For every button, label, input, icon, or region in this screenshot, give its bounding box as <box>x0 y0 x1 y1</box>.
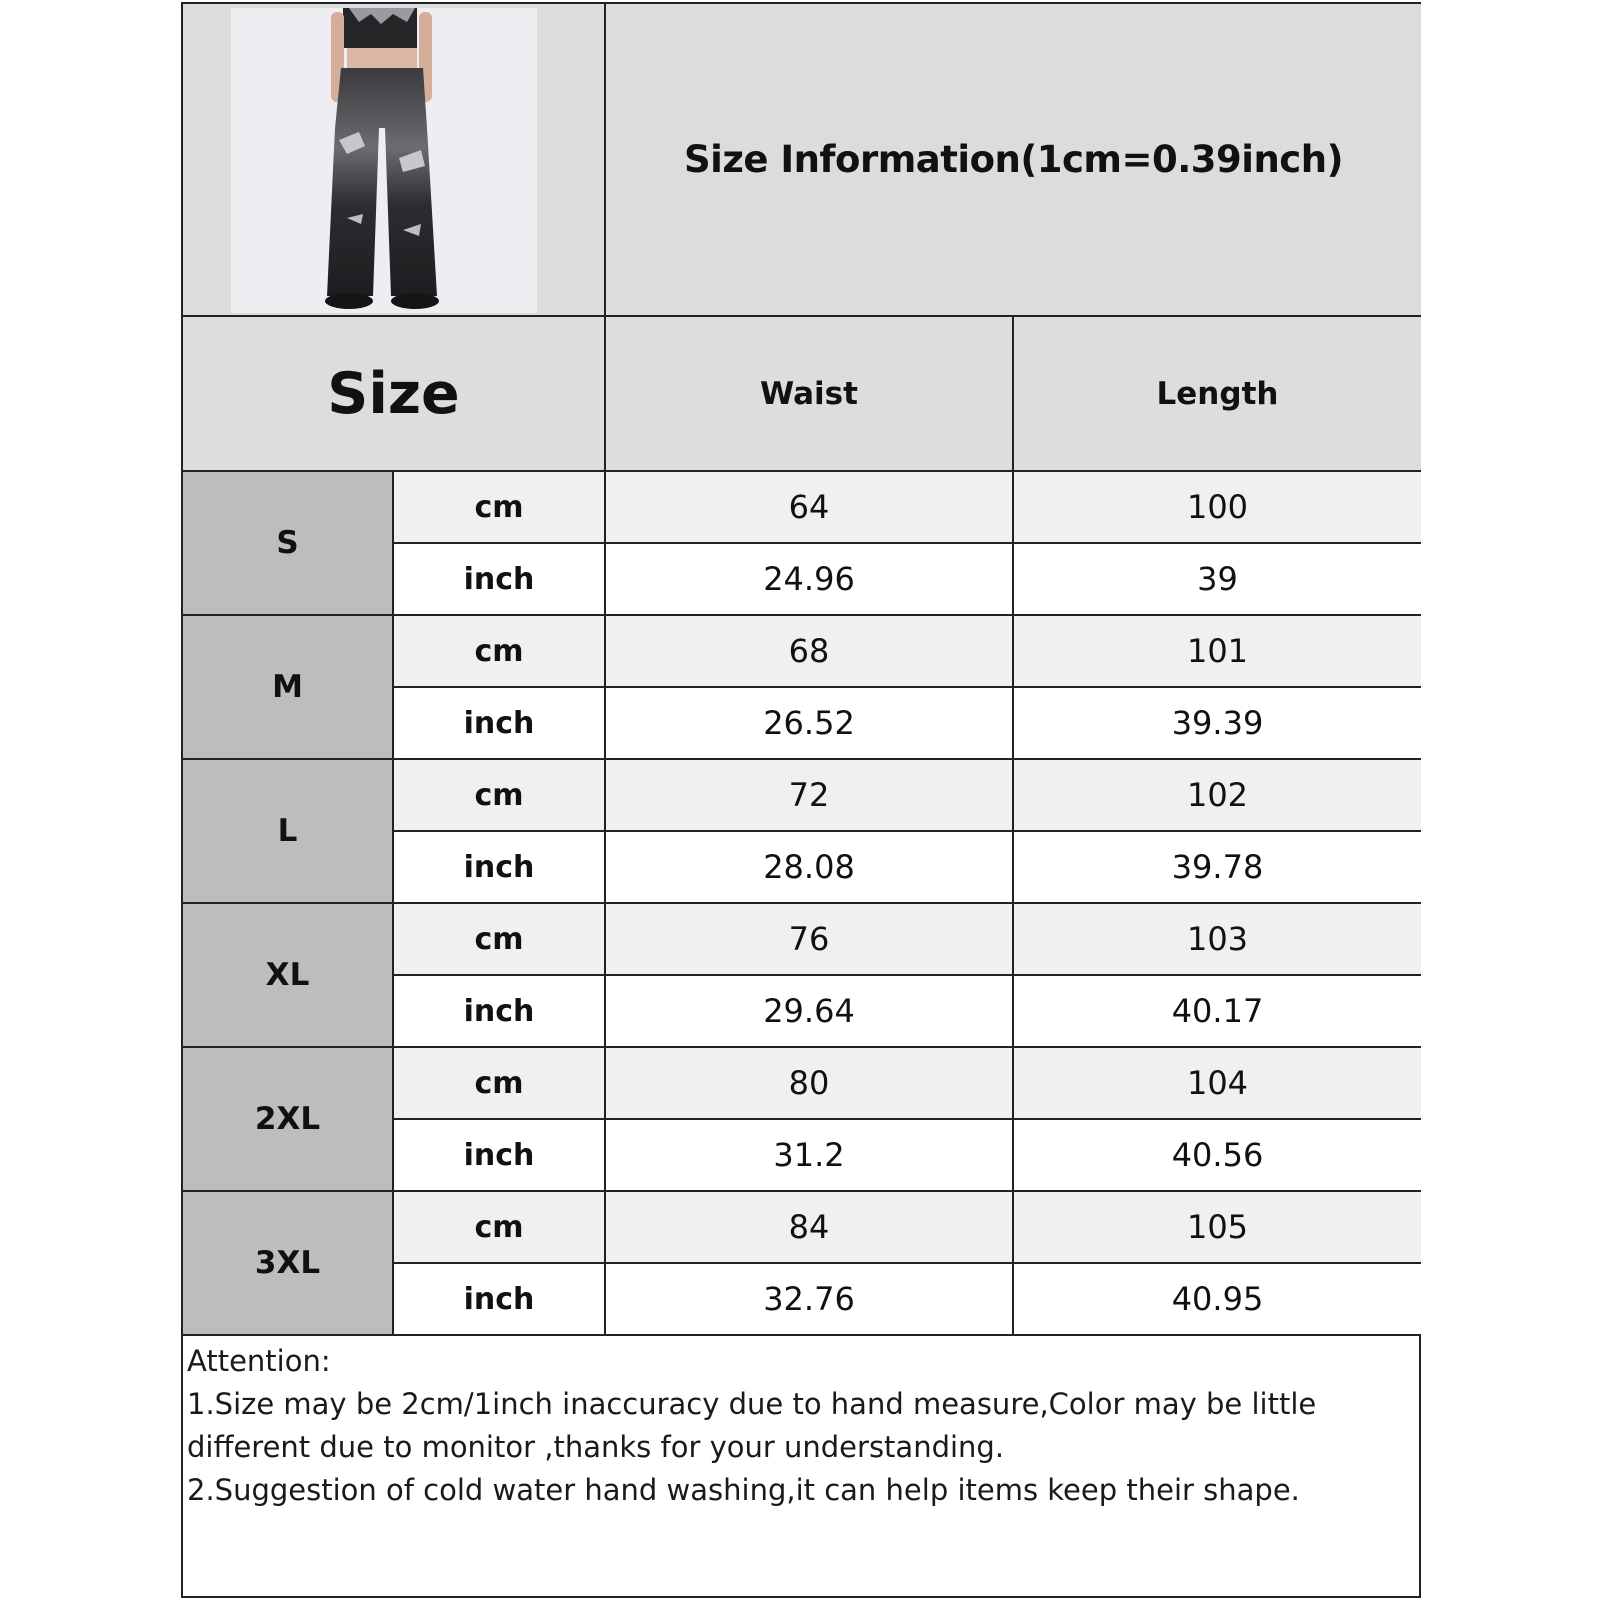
length-value: 39.78 <box>1014 832 1421 904</box>
length-value: 104 <box>1014 1048 1421 1120</box>
length-value: 40.56 <box>1014 1120 1421 1192</box>
unit-cell: cm <box>394 1192 606 1264</box>
notes-line-2: 2.Suggestion of cold water hand washing,it can help items keep their shape. <box>187 1473 1300 1507</box>
unit-cell: cm <box>394 616 606 688</box>
size-label-s: S <box>183 472 394 616</box>
size-label-2xl: 2XL <box>183 1048 394 1192</box>
header-length: Length <box>1014 317 1421 472</box>
waist-value: 29.64 <box>606 976 1014 1048</box>
waist-value: 32.76 <box>606 1264 1014 1336</box>
product-photo-cell <box>183 4 606 317</box>
length-value: 103 <box>1014 904 1421 976</box>
length-value: 40.95 <box>1014 1264 1421 1336</box>
product-photo <box>231 8 537 313</box>
waist-value: 72 <box>606 760 1014 832</box>
unit-cell: inch <box>394 1120 606 1192</box>
waist-value: 84 <box>606 1192 1014 1264</box>
waist-value: 31.2 <box>606 1120 1014 1192</box>
size-label-l: L <box>183 760 394 904</box>
header-waist: Waist <box>606 317 1014 472</box>
unit-cell: cm <box>394 904 606 976</box>
waist-value: 80 <box>606 1048 1014 1120</box>
chart-title-cell <box>606 4 1421 317</box>
waist-value: 26.52 <box>606 688 1014 760</box>
waist-value: 76 <box>606 904 1014 976</box>
header-size: Size <box>183 317 606 472</box>
length-value: 39.39 <box>1014 688 1421 760</box>
unit-cell: cm <box>394 760 606 832</box>
size-label-xl: XL <box>183 904 394 1048</box>
unit-cell: inch <box>394 1264 606 1336</box>
unit-cell: inch <box>394 832 606 904</box>
length-value: 40.17 <box>1014 976 1421 1048</box>
waist-value: 68 <box>606 616 1014 688</box>
length-value: 105 <box>1014 1192 1421 1264</box>
waist-value: 64 <box>606 472 1014 544</box>
attention-notes <box>183 1336 1419 1512</box>
unit-cell: inch <box>394 544 606 616</box>
length-value: 100 <box>1014 472 1421 544</box>
notes-heading: Attention: <box>187 1344 331 1378</box>
length-value: 101 <box>1014 616 1421 688</box>
waist-value: 24.96 <box>606 544 1014 616</box>
size-label-3xl: 3XL <box>183 1192 394 1336</box>
length-value: 102 <box>1014 760 1421 832</box>
notes-line-1: 1.Size may be 2cm/1inch inaccuracy due to hand measure,Color may be little different due to monitor ,thanks for your understanding. <box>187 1387 1317 1464</box>
size-chart <box>181 2 1421 1598</box>
unit-cell: cm <box>394 472 606 544</box>
chart-title: Size Information(1cm=0.39inch) <box>683 138 1343 181</box>
length-value: 39 <box>1014 544 1421 616</box>
unit-cell: inch <box>394 976 606 1048</box>
size-label-m: M <box>183 616 394 760</box>
unit-cell: inch <box>394 688 606 760</box>
waist-value: 28.08 <box>606 832 1014 904</box>
jeans-model-illustration <box>231 8 537 313</box>
unit-cell: cm <box>394 1048 606 1120</box>
